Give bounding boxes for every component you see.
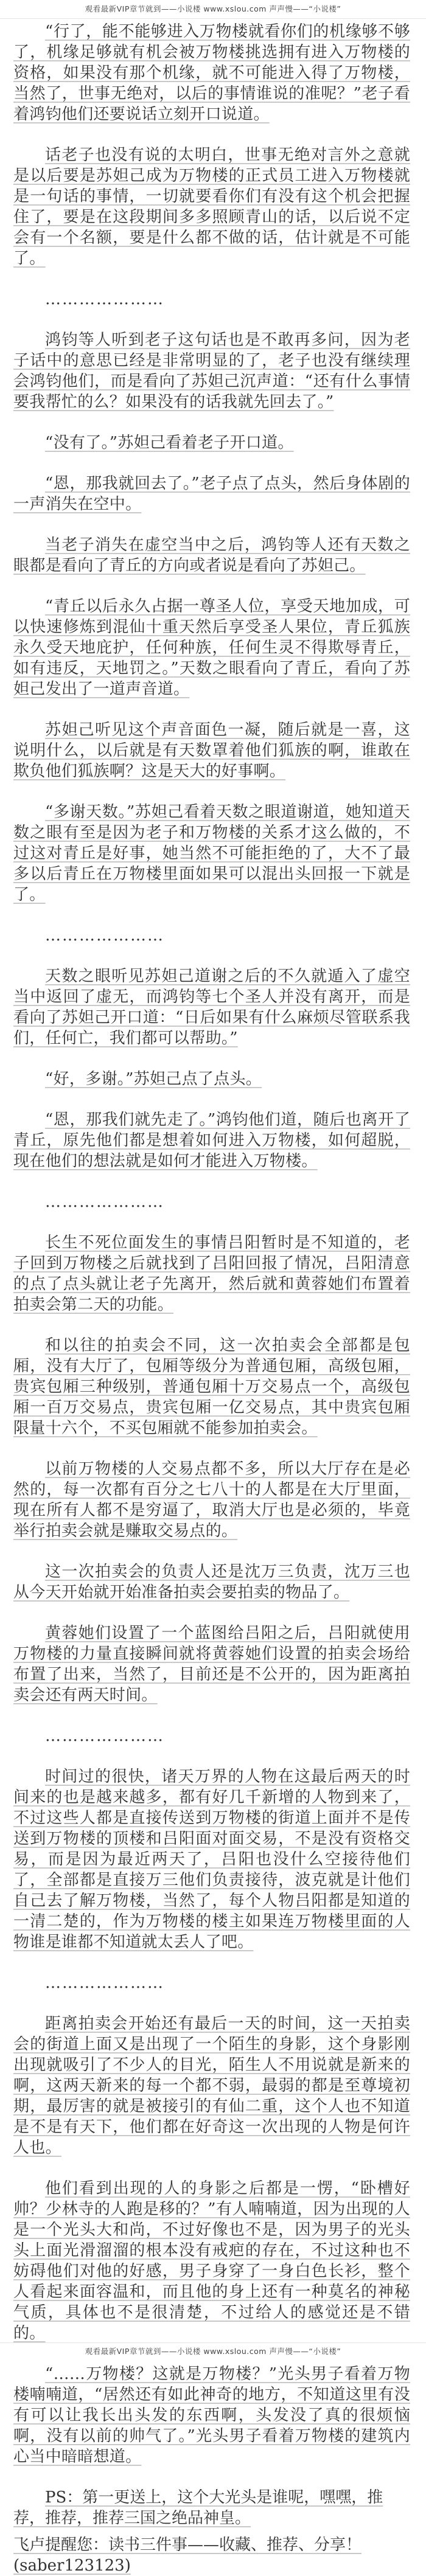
paragraph: “行了，能不能够进入万物楼就看你们的机缘够不够了，机缘足够就有机会被万物楼挑选拥有进入万物楼的资格，如果没有那个机缘，就不可能进入得了万物楼，当然了，世事无绝对，以后的事情谁说的准呢？”老子看着鸿钧他们还要说话立刻开口说道。 — [13, 23, 410, 123]
section-separator: ………………… — [45, 1193, 164, 1211]
paragraph: 长生不死位面发生的事情吕阳暂时是不知道的，老子回到万物楼之后就找到了吕阳回报了情况，吕阳清意的点了点头就让老子先离开，然后就和黄蓉她们布置着拍卖会第二天的功能。 — [13, 1234, 410, 1314]
paragraph: “……万物楼？这就是万物楼？”光头男子看着万物楼喃喃道，“居然还有如此神奇的地方，不知道这里有没有可以让我长出头发的东西啊，头发没了真的很烦恼啊，没有以前的帅气了。”光头男子看着万物楼的建筑内心当中暗暗想道。 — [13, 2365, 410, 2466]
paragraph: 天数之眼听见苏妲己道谢之后的不久就遁入了虚空当中返回了虚无，而鸿钧等七个圣人并没有离开，而是看向了苏妲己开口道：“日后如果有什么麻烦尽管联系我们，任何亡，我们都可以帮助。” — [13, 967, 410, 1047]
paragraph: 距离拍卖会开始还有最后一天的时间，这一天拍卖会的街道上面又是出现了一个陌生的身影，这个身影刚出现就吸引了不少人的目光，陌生人不用说就是新来的啊，这两天新来的每一个都不弱，最弱的都是至尊境初期，最厉害的就是被接引的有仙二重，这个人也不知道是不是有天下，他们都在好奇这一次出现的人物是何许人也。 — [13, 2015, 410, 2157]
paragraph: 这一次拍卖会的负责人还是沈万三负责，沈万三也从今天开始就开始准备拍卖会要拍卖的物品了。 — [13, 1563, 410, 1602]
page-header: 观看最新VIP章节就到——小说楼 www.xslou.com 声声慢——“小说楼” — [0, 0, 426, 19]
chapter-content — [0, 19, 426, 2576]
paragraph: 鸿钧等人听到老子这句话也是不敢再多问，因为老子话中的意思已经是非常明显的了，老子也没有继续理会鸿钧他们，而是看向了苏妲己沉声道：“还有什么事情要我帮忙的么？如果没有的话我就先回去了。” — [13, 331, 410, 411]
paragraph: 他们看到出现的人的身影之后都是一愣，“卧槽好帅？少林寺的人跑是移的？”有人喃喃道，因为出现的人是一个光头大和尚，不过好像也不是，因为男子的光头头上面光滑溜溜的根本没有戒疤的存在，不过这种也不妨碍他们对他的好感，男子身穿了一身白色长衫，整个人看起来面容温和，而且他的身上还有一种莫名的神秘气质，具体也不是很清楚，不过给人的感觉还是不错的。 — [13, 2179, 410, 2342]
section-separator: ………………… — [45, 290, 164, 308]
paragraph: “好，多谢。”苏妲己点了点头。 — [45, 1070, 262, 1088]
paragraph: “没有了。”苏妲己看着老子开口道。 — [45, 434, 294, 452]
paragraph: 以前万物楼的人交易点都不多，所以大厅存在是必然的，每一次都有百分之七八十的人都是在大厅里面，现在所有人都不是穷逼了，取消大厅也是必须的，毕竟举行拍卖会就是赚取交易点的。 — [13, 1460, 410, 1540]
paragraph: 和以往的拍卖会不同，这一次拍卖会全部都是包厢，没有大厅了，包厢等级分为普通包厢，高级包厢，贵宾包厢三种级别，普通包厢十万交易点一个，高级包厢一百万交易点，贵宾包厢一亿交易点，其中贵宾包厢限量十六个，不买包厢就不能参加拍卖会。 — [13, 1336, 410, 1437]
paragraph: 苏妲己听见这个声音面色一凝，随后就是一喜，这说明什么，以后就是有天数罩着他们狐族的啊，谁敢在欺负他们狐族啊？这是天大的好事啊。 — [13, 721, 410, 780]
site-reminder: 飞卢提醒您：读书三件事——收藏、推荐、分享！(saber123123) — [13, 2536, 362, 2575]
section-separator: ………………… — [45, 1727, 164, 1745]
paragraph: “青丘以后永久占据一尊圣人位，享受天地加成，可以快速修炼到混仙十重天然后享受圣人果位，青丘狐族永久受天地庇护，任何种族，任何生灵不得欺辱青丘，如有违反，天地罚之。”天数之眼看向了青丘，看向了苏妲己发出了一道声音道。 — [13, 597, 410, 698]
paragraph: 话老子也没有说的太明白，世事无绝对言外之意就是以后要是苏妲己成为万物楼的正式员工进入万物楼就是一句话的事情，一切就要看你们有没有这个机会把握住了，要是在这段期间多多照顾青山的话，以后说不定会有一个名额，要是什么都不做的话，估计就是不可能了。 — [13, 146, 410, 268]
paragraph: “多谢天数。”苏妲己看着天数之眼道谢道，她知道天数之眼有至是因为老子和万物楼的关系才这么做的，不过这对青丘是好事，她当然不可能拒绝的了，大不了最多以后青丘在万物楼里面如果可以混出头回报一下就是了。 — [13, 803, 410, 904]
paragraph: 黄蓉她们设置了一个蓝图给吕阳之后，吕阳就使用万物楼的力量直接瞬间就将黄蓉她们设置的拍卖会场给布置了出来，当然了，目前还是不公开的，因为距离拍卖会还有两天时间。 — [13, 1624, 410, 1704]
paragraph: 时间过的很快，诸天万界的人物在这最后两天的时间来的也是越来越多，都有好几千新增的人物到来了，不过这些人都是直接传送到万物楼的街道上面并不是传送到万物楼的顶楼和吕阳面对面交易，不是没有资格交易，而是因为最近两天了，吕阳也没什么空接待他们了，全部都是直接万三他们负责接待，波克就是计他们自己去了解万物楼，当然了，每个人物吕阳都是知道的一清二楚的，作为万物楼的楼主如果连万物楼里面的人物谁是谁都不知道就太丢人了吧。 — [13, 1768, 410, 1951]
paragraph: 当老子消失在虚空当中之后，鸿钧等人还有天数之眼都是看向了青丘的方向或者说是看向了苏妲己。 — [13, 536, 410, 575]
page-footer: 观看最新VIP章节就到——小说楼 www.xslou.com 声声慢——“小说楼” — [0, 2342, 426, 2360]
section-separator: ………………… — [45, 1974, 164, 1992]
section-separator: ………………… — [45, 926, 164, 945]
paragraph: “恩，那我就回去了。”老子点了点头，然后身体剧的一声消失在空中。 — [13, 474, 410, 513]
paragraph: “恩，那我们就先走了。”鸿钧他们道，随后也离开了青丘，原先他们都是想着如何进入万物楼，如何超脱，现在他们的想法就是如何才能进入万物楼。 — [13, 1111, 410, 1170]
author-note: PS：第一更送上，这个大光头是谁呢，嘿嘿，推荐，推荐，推荐三国之绝品神皇。 — [13, 2488, 383, 2527]
